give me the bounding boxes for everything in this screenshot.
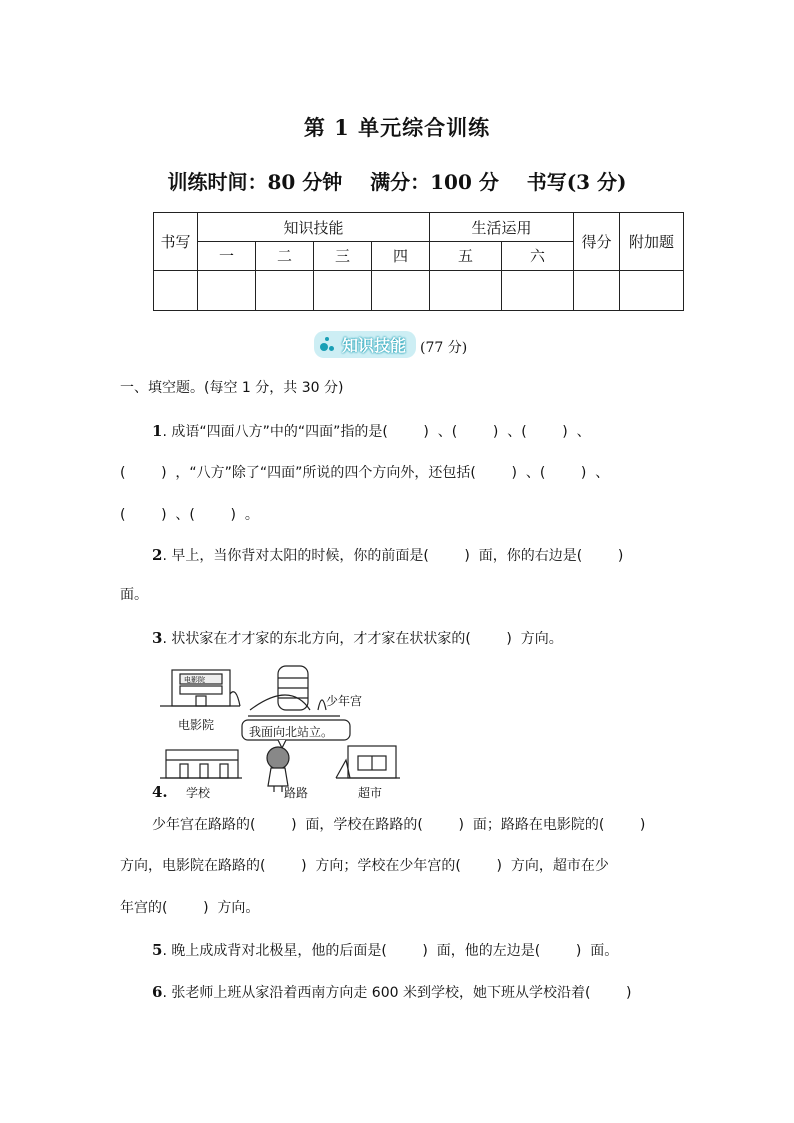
- col-score: 得分: [574, 213, 620, 271]
- label-school: 学校: [186, 786, 211, 800]
- speech-bubble-text: 我面向北站立。: [249, 725, 334, 739]
- score-cell[interactable]: [502, 270, 574, 310]
- section-title: 知识技能: [342, 335, 407, 355]
- score-cell[interactable]: [430, 270, 502, 310]
- cinema-sign: 电影院: [184, 676, 205, 684]
- sub-col-6: 六: [502, 242, 574, 270]
- question-4-line-1: 少年宫在路路的( ) 面，学校在路路的( ) 面；路路在电影院的( ): [152, 817, 646, 833]
- part-heading: 一、填空题。(每空 1 分，共 30 分): [120, 380, 344, 396]
- section-header: [314, 332, 467, 356]
- sub-col-2: 二: [256, 242, 314, 270]
- question-text: . 早上，当你背对太阳的时候，你的前面是( ) 面，你的右边是( ): [162, 548, 624, 564]
- question-4-line-2: 方向，电影院在路路的( ) 方向；学校在少年宫的( ) 方向，超市在少: [120, 858, 609, 874]
- question-text: . 张老师上班从家沿着西南方向走 600 米到学校，她下班从学校沿着( ): [162, 985, 632, 1001]
- question-text: . 晚上成成背对北极星，他的后面是( ) 面，他的左边是( ) 面。: [162, 943, 619, 959]
- label-lulu: 路路: [284, 786, 309, 800]
- page-title: 第 1 单元综合训练: [303, 115, 491, 140]
- score-cell[interactable]: [314, 270, 372, 310]
- question-number: 5: [152, 941, 163, 959]
- group-life: 生活运用: [430, 213, 574, 242]
- question-number: 2: [152, 546, 163, 564]
- sub-col-5: 五: [430, 242, 502, 270]
- section-badge: [314, 331, 416, 358]
- question-1-line-3: ( ) 、( ) 。: [120, 507, 259, 523]
- question-number: 6: [152, 983, 163, 1001]
- col-writing: 书写: [154, 213, 198, 271]
- sub-col-4: 四: [372, 242, 430, 270]
- score-cell[interactable]: [198, 270, 256, 310]
- question-number: 3: [152, 629, 163, 647]
- question-4-number: [152, 782, 168, 803]
- question-4-line-3: 年宫的( ) 方向。: [120, 900, 260, 916]
- question-5-line-1: [152, 940, 618, 961]
- sub-col-3: 三: [314, 242, 372, 270]
- question-text: . 成语“四面八方”中的“四面”指的是( ) 、( ) 、( ) 、: [162, 424, 591, 440]
- question-2-line-2: 面。: [120, 587, 148, 603]
- question-number: 4.: [152, 783, 168, 801]
- question-1-line-2: ( ) ，“八方”除了“四面”所说的四个方向外，还包括( ) 、( ) 、: [120, 465, 610, 481]
- score-table: [153, 212, 684, 311]
- score-cell[interactable]: [372, 270, 430, 310]
- question-number: 1: [152, 422, 163, 440]
- direction-figure: [150, 660, 410, 800]
- question-6-line-1: [152, 982, 631, 1003]
- score-cell[interactable]: [256, 270, 314, 310]
- sub-col-1: 一: [198, 242, 256, 270]
- question-1-line-1: [152, 421, 591, 442]
- label-supermarket: 超市: [358, 786, 383, 800]
- label-youth-palace: 少年宫: [326, 694, 363, 708]
- bubbles-icon: [320, 337, 336, 351]
- score-cell[interactable]: [620, 270, 684, 310]
- score-cell[interactable]: [154, 270, 198, 310]
- score-cell[interactable]: [574, 270, 620, 310]
- label-cinema: 电影院: [178, 718, 215, 732]
- col-extra: 附加题: [620, 213, 684, 271]
- exam-info: 训练时间：80 分钟 满分：100 分 书写(3 分): [167, 170, 627, 194]
- section-score: (77 分): [420, 340, 468, 356]
- question-2-line-1: [152, 545, 623, 566]
- group-knowledge: 知识技能: [198, 213, 430, 242]
- question-text: . 状状家在才才家的东北方向，才才家在状状家的( ) 方向。: [162, 631, 563, 647]
- question-3-line-1: [152, 628, 563, 649]
